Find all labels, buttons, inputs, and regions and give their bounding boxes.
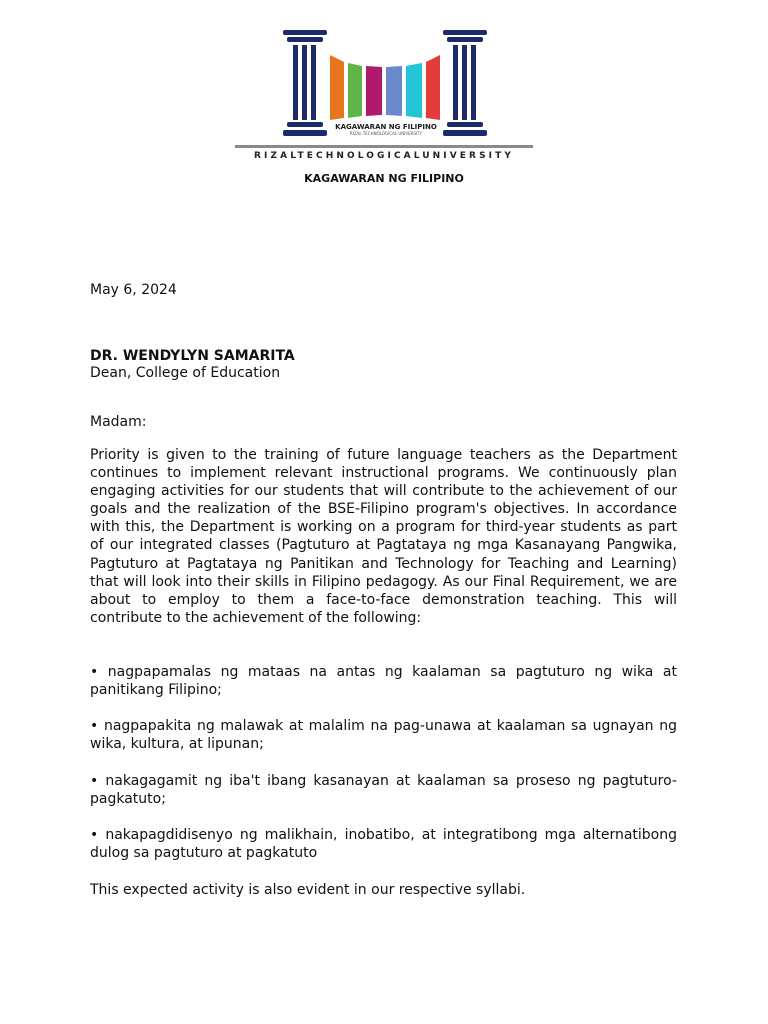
objective-bullet: • nakapagdidisenyo ng malikhain, inobatibo, at integratibong mga alternatibong dulog sa pagtuturo at pagkatuto (90, 827, 677, 861)
right-pillar-icon (443, 30, 487, 136)
university-name: RIZALTECHNOLOGICALUNIVERSITY (254, 151, 514, 161)
closing-sentence: This expected activity is also evident in our respective syllabi. (90, 882, 526, 898)
objective-bullet: • nakagagamit ng iba't ibang kasanayan at kaalaman sa proseso ng pagtuturo-pagkatuto; (90, 773, 677, 807)
objective-bullet: • nagpapakita ng malawak at malalim na pag-unawa at kaalaman sa ugnayan ng wika, kultura, at lipunan; (90, 718, 677, 752)
department-logo (280, 28, 490, 140)
logo-subtext: RIZAL TECHNOLOGICAL UNIVERSITY (349, 131, 423, 136)
left-pillar-icon (283, 30, 327, 136)
objective-bullet: • nagpapamalas ng mataas na antas ng kaalaman sa pagtuturo ng wika at panitikang Filipino; (90, 664, 677, 698)
body-paragraph: Priority is given to the training of future language teachers as the Department continues to implement relevant instructional programs. We continuously plan engaging activities for our students that will contribute to the achievement of our goals and the realization of the BSE-Filipino program's objectives. In accordance with this, the Department is working on a program for third-year students as part of our integrated classes (Pagtuturo at Pagtataya ng mga Kasanayang Pangwika, Pagtuturo at Pagtataya ng Panitikan and Technology for Teaching and Learning) that will look into their skills in Filipino pedagogy. As our Final Requirement, we are about to employ to them a face-to-face demonstration teaching. This will contribute to the achievement of the following: (90, 447, 677, 626)
recipient-title: Dean, College of Education (90, 365, 281, 381)
logo-text: KAGAWARAN NG FILIPINO (335, 123, 437, 131)
header-rule (235, 145, 533, 148)
salutation: Madam: (90, 414, 147, 430)
recipient-name: DR. WENDYLYN SAMARITA (90, 348, 295, 364)
department-name: KAGAWARAN NG FILIPINO (304, 172, 464, 185)
arch-bars-icon (328, 52, 442, 120)
letter-date: May 6, 2024 (90, 282, 177, 298)
